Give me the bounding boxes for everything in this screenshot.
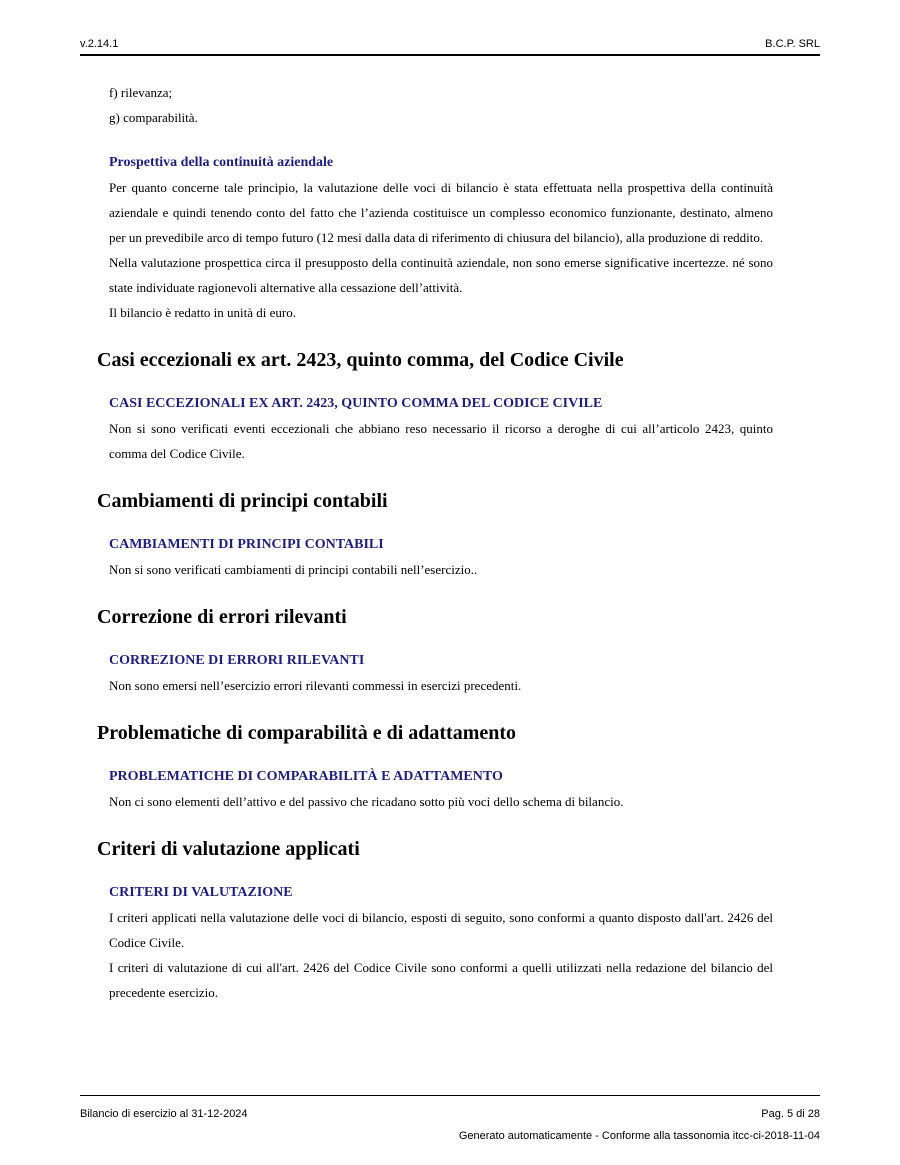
paragraph: Non sono emersi nell’esercizio errori rilevanti commessi in esercizi precedenti. bbox=[109, 678, 522, 693]
page-number: Pag. 5 di 28 bbox=[761, 1108, 820, 1120]
paragraph: Per quanto concerne tale principio, la valutazione delle voci di bilancio è stata effettuata nella prospettiva della continuità aziendale e quindi tenendo conto del fatto che l’azienda costituisce un complesso economico funzionante, destinato, almeno per un prevedibile arco di tempo futuro (12 mesi dalla data di riferimento di chiusura del bilancio), alla produzione di reddito. bbox=[109, 180, 773, 245]
section-heading: Cambiamenti di principi contabili bbox=[97, 490, 388, 512]
section-heading: Problematiche di comparabilità e di adattamento bbox=[97, 722, 517, 744]
version-label: v.2.14.1 bbox=[80, 38, 119, 50]
section-subheading: CASI ECCEZIONALI EX ART. 2423, QUINTO COMMA DEL CODICE CIVILE bbox=[109, 396, 603, 411]
continuity-title: Prospettiva della continuità aziendale bbox=[109, 155, 334, 170]
paragraph: I criteri di valutazione di cui all'art. 2426 del Codice Civile sono conformi a quelli utilizzati nella redazione del bilancio del precedente esercizio. bbox=[109, 960, 773, 1000]
section-heading: Criteri di valutazione applicati bbox=[97, 838, 360, 860]
document-body bbox=[97, 80, 773, 1005]
paragraph: I criteri applicati nella valutazione delle voci di bilancio, esposti di seguito, sono conformi a quanto disposto dall'art. 2426 del Codice Civile. bbox=[109, 910, 773, 950]
page-header bbox=[80, 38, 820, 56]
paragraph: Il bilancio è redatto in unità di euro. bbox=[109, 305, 296, 320]
company-name: B.C.P. SRL bbox=[765, 38, 820, 50]
paragraph: Non si sono verificati cambiamenti di principi contabili nell’esercizio.. bbox=[109, 562, 478, 577]
section-heading: Correzione di errori rilevanti bbox=[97, 606, 347, 628]
section-heading: Casi eccezionali ex art. 2423, quinto comma, del Codice Civile bbox=[97, 349, 624, 371]
footer-title: Bilancio di esercizio al 31-12-2024 bbox=[80, 1108, 248, 1120]
section-subheading: CRITERI DI VALUTAZIONE bbox=[109, 885, 293, 900]
page-footer bbox=[80, 1095, 820, 1142]
paragraph: Non si sono verificati eventi eccezionali che abbiano reso necessario il ricorso a deroghe di cui all’articolo 2423, quinto comma del Codice Civile. bbox=[109, 421, 773, 461]
paragraph: Nella valutazione prospettica circa il presupposto della continuità aziendale, non sono emerse significative incertezze. né sono state individuate ragionevoli alternative alla cessazione dell’attività. bbox=[109, 255, 773, 295]
section-subheading: PROBLEMATICHE DI COMPARABILITÀ E ADATTAMENTO bbox=[109, 769, 503, 784]
generated-note: Generato automaticamente - Conforme alla tassonomia itcc-ci-2018-11-04 bbox=[458, 1130, 820, 1142]
list-item: f) rilevanza; bbox=[109, 85, 173, 100]
section-subheading: CAMBIAMENTI DI PRINCIPI CONTABILI bbox=[109, 537, 384, 552]
paragraph: Non ci sono elementi dell’attivo e del passivo che ricadano sotto più voci dello schema di bilancio. bbox=[109, 794, 624, 809]
section-subheading: CORREZIONE DI ERRORI RILEVANTI bbox=[109, 653, 365, 668]
list-item: g) comparabilità. bbox=[109, 110, 198, 125]
